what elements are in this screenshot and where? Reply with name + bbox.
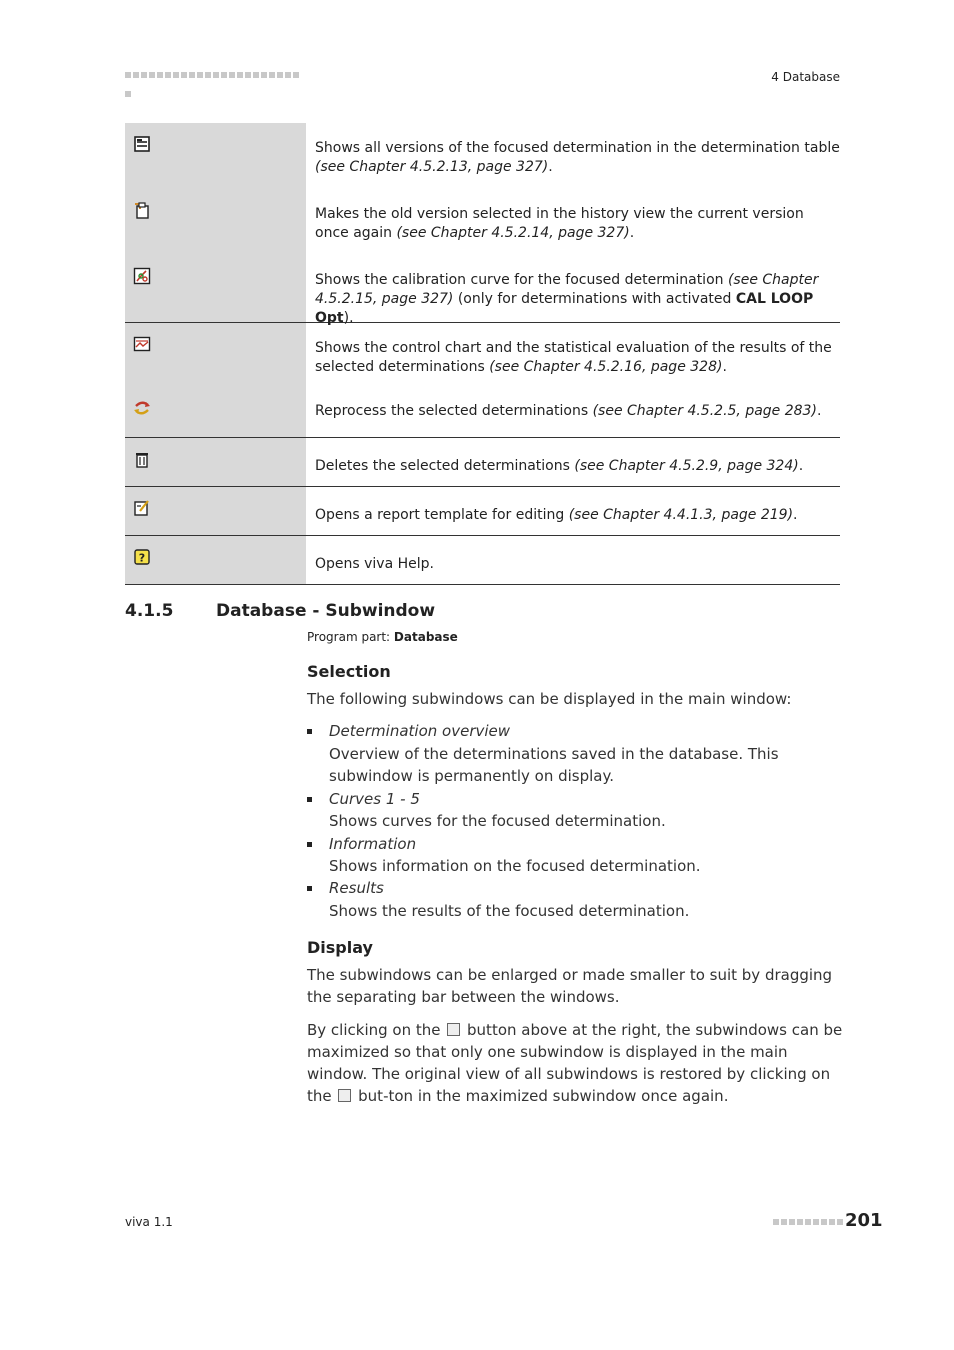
set-current-version-icon[interactable] — [125, 189, 306, 255]
command-group — [125, 323, 840, 438]
footer-product: viva 1.1 — [125, 1215, 173, 1229]
list-item-name: Curves 1 - 5 — [329, 790, 420, 808]
list-item-desc: Overview of the determinations saved in the database. This subwindow is permanently on display. — [329, 745, 779, 785]
command-description: Reprocess the selected determinations (see Chapter 4.5.2.5, page 283). — [315, 403, 822, 419]
command-description: Shows the control chart and the statistical evaluation of the results of the selected determinations (see Chapter 4.5.2.16, page 328). — [315, 340, 832, 375]
header-decoration — [125, 72, 307, 80]
command-row — [125, 123, 840, 189]
calibration-curve-icon[interactable] — [125, 255, 306, 322]
bullet — [307, 886, 312, 891]
svg-text:?: ? — [138, 551, 146, 565]
command-description: Shows all versions of the focused determination in the determination table (see Chapter 4.5.2.13, page 327). — [315, 140, 840, 175]
command-description: Deletes the selected determinations (see Chapter 4.5.2.9, page 324). — [315, 458, 804, 474]
list-item-desc: Shows the results of the focused determination. — [329, 902, 690, 920]
command-group — [125, 438, 840, 487]
bullet — [307, 797, 312, 802]
page-number: 201 — [845, 1210, 883, 1231]
selection-heading: Selection — [307, 662, 391, 681]
command-row — [125, 487, 840, 535]
command-row — [125, 389, 840, 437]
command-description: Opens a report template for editing (see Chapter 4.4.1.3, page 219). — [315, 507, 798, 523]
list-item-name: Determination overview — [329, 722, 511, 740]
command-table — [125, 123, 840, 585]
trash-icon[interactable] — [125, 438, 306, 486]
display-heading: Display — [307, 938, 373, 957]
list-item-desc: Shows information on the focused determination. — [329, 857, 701, 875]
command-description: Shows the calibration curve for the focused determination (see Chapter 4.5.2.15, page 327) (only for determinations with activated CAL LOOP Opt). — [315, 272, 819, 326]
list-item-name: Information — [329, 835, 417, 853]
edit-report-icon[interactable] — [125, 487, 306, 535]
list-item-desc: Shows curves for the focused determination. — [329, 812, 666, 830]
command-group — [125, 123, 840, 326]
command-group — [125, 487, 840, 536]
maximize-button-icon — [447, 1023, 460, 1036]
reprocess-icon[interactable] — [125, 389, 306, 437]
program-part: Program part: Database — [307, 630, 458, 644]
control-chart-icon[interactable] — [125, 323, 306, 389]
command-group — [125, 536, 840, 585]
footer-decoration — [773, 1219, 845, 1238]
bullet — [307, 729, 312, 734]
history-versions-icon[interactable] — [125, 123, 306, 189]
command-description: Makes the old version selected in the history view the current version once again (see Chapter 4.5.2.14, page 327). — [315, 206, 804, 241]
help-icon[interactable] — [125, 536, 306, 584]
command-row — [125, 255, 840, 326]
command-description: Opens viva Help. — [315, 556, 434, 572]
command-row — [125, 536, 840, 584]
header-chapter: 4 Database — [771, 70, 840, 84]
maximize-button-icon — [338, 1089, 351, 1102]
bullet — [307, 842, 312, 847]
command-row — [125, 323, 840, 389]
section-title: Database - Subwindow — [216, 601, 436, 621]
display-paragraph-2: By clicking on the button above at the right, the subwindows can be maximized so that only one subwindow is displayed in the main window. The original view of all subwindows is restored by clicking on the but-ton in the maximized subwindow once again. — [307, 1021, 843, 1105]
display-paragraph-1: The subwindows can be enlarged or made smaller to suit by dragging the separating bar between the windows. — [307, 966, 833, 1006]
list-item-name: Results — [329, 879, 384, 897]
command-row — [125, 189, 840, 255]
section-number: 4.1.5 — [125, 601, 174, 621]
command-row — [125, 438, 840, 486]
selection-intro: The following subwindows can be displayed in the main window: — [307, 690, 792, 708]
